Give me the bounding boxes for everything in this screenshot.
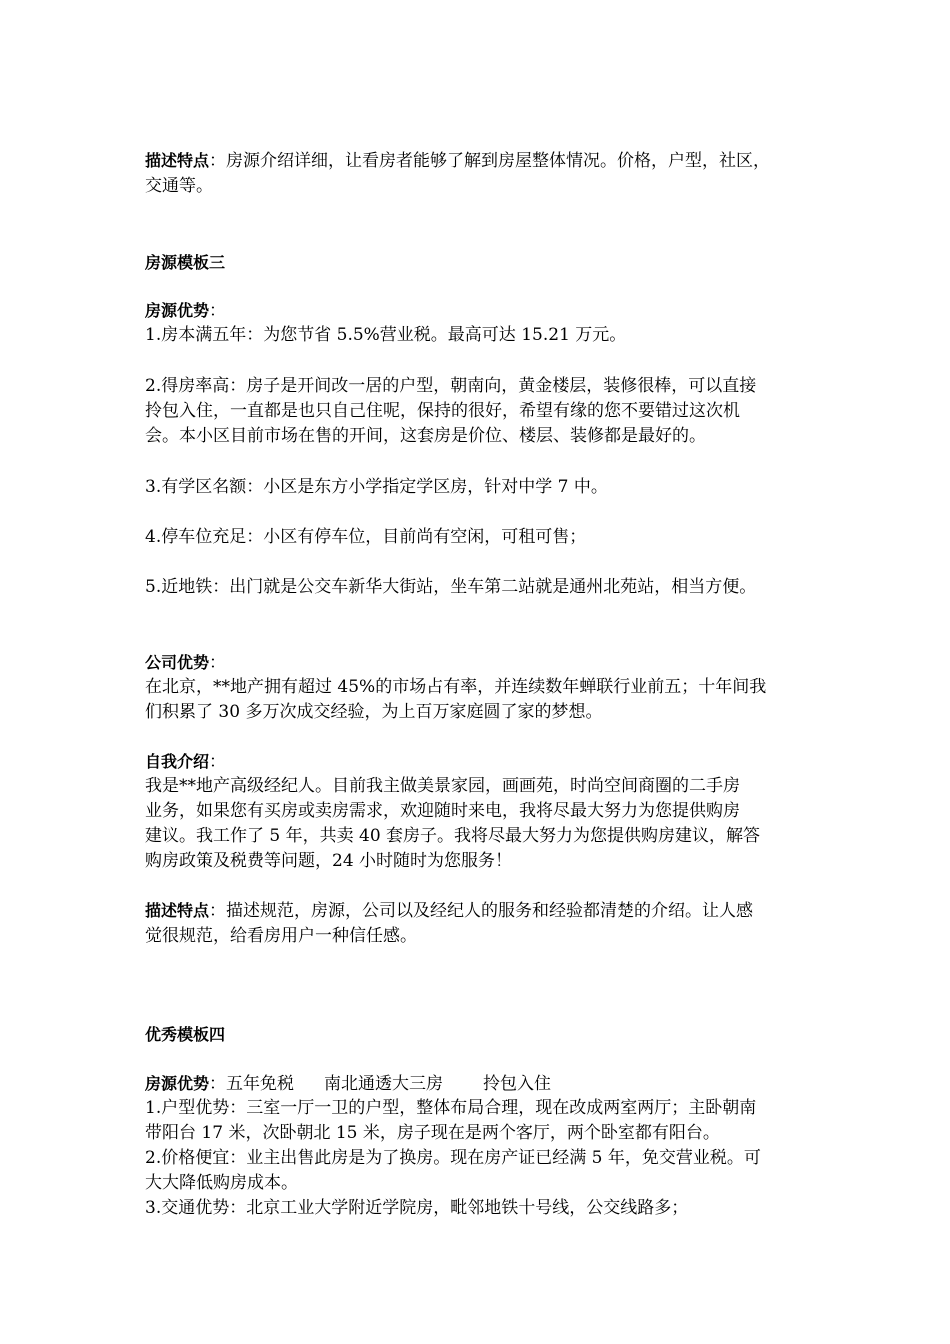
tag-tax-free: ：五年免税 bbox=[209, 1074, 295, 1094]
advantage-item-2-line: 2.得房率高：房子是开间改一居的户型，朝南向，黄金楼层，装修很棒，可以直接 bbox=[145, 376, 757, 396]
property-advantages-label: 房源优势 bbox=[145, 301, 210, 320]
description-label: 描述特点 bbox=[145, 151, 210, 170]
company-line: 们积累了 30 多万次成交经验，为上百万家庭圆了家的梦想。 bbox=[145, 702, 603, 722]
detail-line: 大大降低购房成本。 bbox=[145, 1173, 298, 1193]
self-intro-line: 购房政策及税费等问题，24 小时随时为您服务！ bbox=[145, 851, 513, 871]
description-text: ：房源介绍详细，让看房者能够了解到房屋整体情况。价格，户型，社区， bbox=[209, 151, 771, 171]
company-advantages-text bbox=[145, 675, 815, 725]
advantage-item-3: 3.有学区名额：小区是东方小学指定学区房，针对中学 7 中。 bbox=[145, 477, 608, 497]
advantage-item-5: 5.近地铁：出门就是公交车新华大街站，坐车第二站就是通州北苑站，相当方便。 bbox=[145, 577, 757, 597]
self-intro-line: 建议。我工作了 5 年，共卖 40 套房子。我将尽最大努力为您提供购房建议，解答 bbox=[145, 826, 761, 846]
self-intro-line: 业务，如果您有买房或卖房需求，欢迎随时来电，我将尽最大努力为您提供购房 bbox=[145, 801, 740, 821]
description-paragraph-2 bbox=[145, 898, 815, 949]
description-text: ：描述规范，房源，公司以及经纪人的服务和经验都清楚的介绍。让人感 bbox=[209, 901, 754, 921]
section-heading-template-4: 优秀模板四 bbox=[145, 1025, 226, 1044]
section-heading-template-3: 房源模板三 bbox=[145, 253, 226, 272]
detail-line: 3.交通优势：北京工业大学附近学院房，毗邻地铁十号线，公交线路多； bbox=[145, 1198, 689, 1218]
detail-line: 带阳台 17 米，次卧朝北 15 米，房子现在是两个客厅，两个卧室都有阳台。 bbox=[145, 1123, 720, 1143]
company-line: 在北京，**地产拥有超过 45%的市场占有率，并连续数年蝉联行业前五；十年间我 bbox=[145, 677, 767, 697]
colon-text: ： bbox=[209, 653, 227, 673]
self-intro-label: 自我介绍 bbox=[145, 752, 210, 771]
description-text: 觉很规范，给看房用户一种信任感。 bbox=[145, 926, 417, 946]
advantage-item-2-line: 会。本小区目前市场在售的开间，这套房是价位、楼层、装修都是最好的。 bbox=[145, 426, 706, 446]
company-advantages-label-row bbox=[145, 650, 815, 676]
property-advantages-label: 房源优势 bbox=[145, 1074, 210, 1093]
description-paragraph-1 bbox=[145, 148, 815, 199]
advantage-item-2-line: 拎包入住，一直都是也只自己住呢，保持的很好，希望有缘的您不要错过这次机 bbox=[145, 401, 740, 421]
advantage-item-4: 4.停车位充足：小区有停车位，目前尚有空闲，可租可售； bbox=[145, 527, 587, 547]
self-intro-label-row bbox=[145, 749, 815, 775]
self-intro-line: 我是**地产高级经纪人。目前我主做美景家园，画画苑，时尚空间商圈的二手房 bbox=[145, 776, 740, 796]
detail-line: 2.价格便宜：业主出售此房是为了换房。现在房产证已经满 5 年，免交营业税。可 bbox=[145, 1148, 761, 1168]
advantage-item-2 bbox=[145, 374, 815, 449]
self-intro-text bbox=[145, 774, 815, 874]
company-advantages-label: 公司优势 bbox=[145, 653, 210, 672]
description-text: 交通等。 bbox=[145, 176, 213, 196]
colon-text: ： bbox=[209, 301, 227, 321]
advantage-item-1: 1.房本满五年：为您节省 5.5%营业税。最高可达 15.21 万元。 bbox=[145, 325, 627, 345]
template4-details bbox=[145, 1096, 815, 1221]
detail-line: 1.户型优势：三室一厅一卫的户型，整体布局合理，现在改成两室两厅；主卧朝南 bbox=[145, 1098, 757, 1118]
tag-move-in: 拎包入住 bbox=[483, 1074, 552, 1094]
template4-advantages-row bbox=[145, 1071, 815, 1097]
tag-layout: 南北通透大三房 bbox=[324, 1074, 444, 1094]
description-label: 描述特点 bbox=[145, 901, 210, 920]
colon-text: ： bbox=[209, 752, 227, 772]
property-advantages-label-row bbox=[145, 298, 815, 324]
